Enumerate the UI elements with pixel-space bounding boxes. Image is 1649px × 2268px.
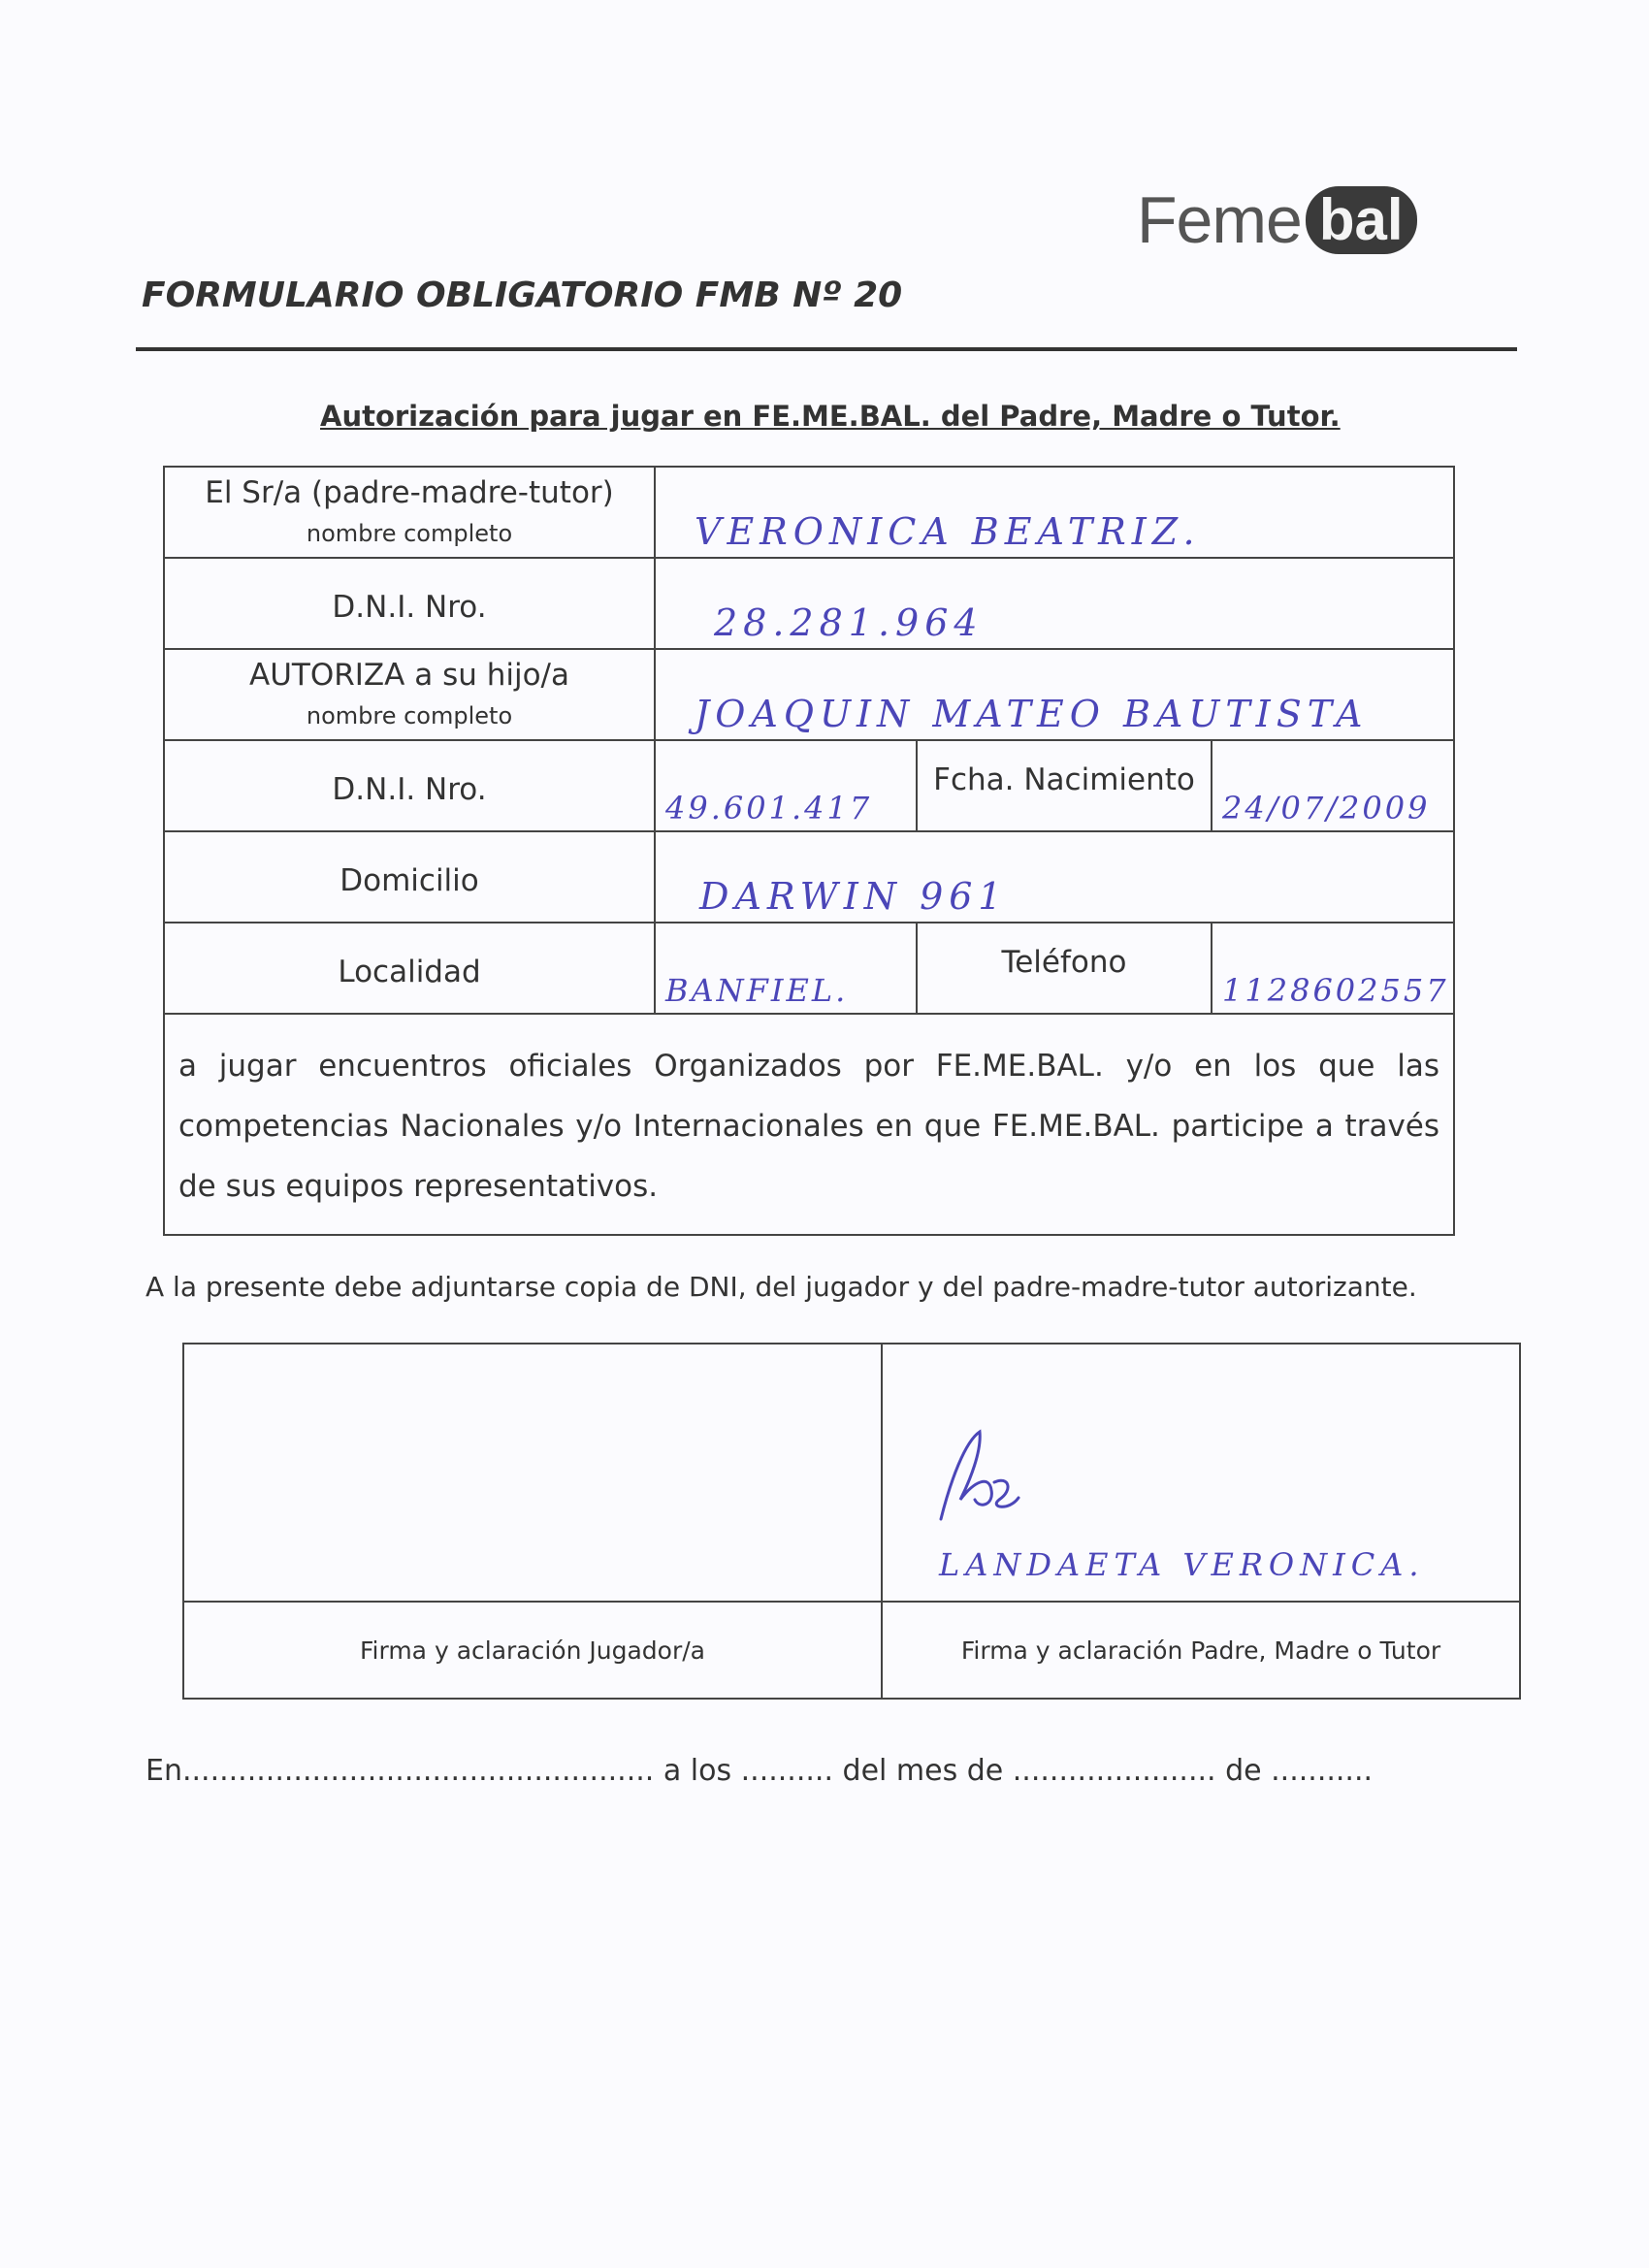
form-title: FORMULARIO OBLIGATORIO FMB Nº 20 [142,275,903,315]
table-row [164,740,1454,831]
table-row [164,558,1454,649]
address-label: Domicilio [164,831,655,923]
table-row [164,649,1454,740]
signature-table [182,1343,1521,1700]
parent-name-label: El Sr/a (padre-madre-tutor) nombre completo [164,467,655,558]
parent-signature-label: Firma y aclaración Padre, Madre o Tutor [882,1602,1520,1699]
child-dni-value: 49.601.417 [665,790,873,826]
table-row [164,923,1454,1014]
table-row [183,1344,1520,1602]
parent-dni-label: D.N.I. Nro. [164,558,655,649]
table-row [164,1014,1454,1235]
birth-date-value: 24/07/2009 [1222,790,1431,826]
parent-dni-value: 28.281.964 [714,601,984,644]
player-signature-label: Firma y aclaración Jugador/a [183,1602,882,1699]
birth-date-field[interactable] [1212,740,1454,831]
city-label: Localidad [164,923,655,1014]
address-value: DARWIN 961 [699,875,1008,918]
parent-signature-box[interactable] [882,1344,1520,1602]
table-row [164,467,1454,558]
player-signature-box[interactable] [183,1344,882,1602]
signature-scribble [922,1422,1038,1529]
title-divider [136,347,1517,351]
child-dni-label: D.N.I. Nro. [164,740,655,831]
address-field[interactable] [655,831,1454,923]
table-row [164,831,1454,923]
child-name-label: AUTORIZA a su hijo/a nombre completo [164,649,655,740]
place-date-line[interactable]: En................................................... a los .......... del mes de ...................... de ........... [146,1754,1374,1788]
femebal-logo: Feme bal [1137,177,1417,264]
phone-value: 1128602557 [1222,972,1449,1009]
attachment-note: A la presente debe adjuntarse copia de DNI, del jugador y del padre-madre-tutor autorizante. [146,1271,1417,1303]
city-value: BANFIEL. [665,972,849,1009]
child-dni-field[interactable] [655,740,917,831]
parent-dni-field[interactable] [655,558,1454,649]
form-subtitle: Autorización para jugar en FE.ME.BAL. del Padre, Madre o Tutor. [320,400,1341,433]
phone-field[interactable] [1212,923,1454,1014]
parent-signature-name: LANDAETA VERONICA. [939,1546,1425,1583]
authorization-table [163,466,1455,1236]
table-row [183,1602,1520,1699]
birth-date-label: Fcha. Nacimiento [917,740,1212,831]
parent-name-value: VERONICA BEATRIZ. [695,510,1201,553]
phone-label: Teléfono [917,923,1212,1014]
city-field[interactable] [655,923,917,1014]
parent-name-field[interactable] [655,467,1454,558]
child-name-value: JOAQUIN MATEO BAUTISTA [695,693,1369,735]
child-name-field[interactable] [655,649,1454,740]
authorization-text: a jugar encuentros oficiales Organizados por FE.ME.BAL. y/o en los que las competencias Nacionales y/o Internacionales en que FE.ME.BAL. participe a través de sus equipos representativos. [164,1014,1454,1235]
